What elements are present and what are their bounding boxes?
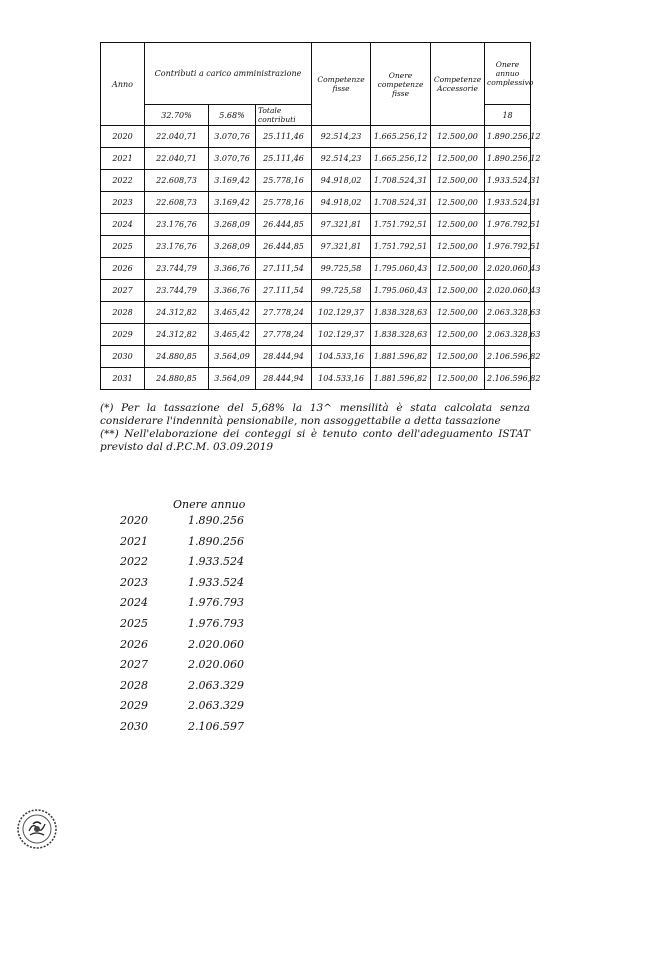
cell-onere-annuo: 1.933.524,31 bbox=[485, 192, 531, 214]
cell-contrib-5: 3.366,76 bbox=[209, 258, 256, 280]
table-row bbox=[101, 236, 531, 258]
header-pct-32: 32.70% bbox=[145, 105, 209, 126]
cell-competenze-accessorie: 12.500,00 bbox=[431, 346, 485, 368]
cell-competenze-fisse: 92.514,23 bbox=[312, 126, 371, 148]
list-value: 1.976.793 bbox=[188, 616, 244, 630]
list-item bbox=[120, 596, 320, 617]
cell-contrib-32: 23.176,76 bbox=[145, 236, 209, 258]
list-year: 2020 bbox=[120, 514, 148, 527]
cell-onere-annuo: 2.020.060,43 bbox=[485, 280, 531, 302]
cell-competenze-accessorie: 12.500,00 bbox=[431, 302, 485, 324]
cell-competenze-fisse: 94.918,02 bbox=[312, 192, 371, 214]
list-value: 2.063.329 bbox=[188, 678, 244, 692]
footnotes bbox=[100, 402, 530, 454]
cell-competenze-accessorie: 12.500,00 bbox=[431, 148, 485, 170]
cell-totale-contributi: 27.778,24 bbox=[256, 302, 312, 324]
cell-competenze-fisse: 99.725,58 bbox=[312, 280, 371, 302]
list-item bbox=[120, 679, 320, 700]
cell-onere-annuo: 2.106.596,82 bbox=[485, 368, 531, 390]
cell-onere-annuo: 1.933.524,31 bbox=[485, 170, 531, 192]
cell-competenze-accessorie: 12.500,00 bbox=[431, 170, 485, 192]
cell-onere-competenze-fisse: 1.881.596,82 bbox=[371, 368, 431, 390]
cell-onere-competenze-fisse: 1.838.328,63 bbox=[371, 302, 431, 324]
cell-onere-competenze-fisse: 1.795.060,43 bbox=[371, 258, 431, 280]
cell-onere-competenze-fisse: 1.665.256,12 bbox=[371, 126, 431, 148]
cell-contrib-32: 22.608,73 bbox=[145, 170, 209, 192]
header-competenze-accessorie: Competenze Accessorie bbox=[431, 43, 485, 126]
cell-competenze-fisse: 94.918,02 bbox=[312, 170, 371, 192]
cell-onere-annuo: 1.890.256,12 bbox=[485, 126, 531, 148]
cell-anno: 2026 bbox=[101, 258, 145, 280]
list-value: 1.933.524 bbox=[188, 555, 244, 569]
cell-onere-annuo: 2.063.328,63 bbox=[485, 302, 531, 324]
table-row bbox=[101, 280, 531, 302]
cell-contrib-32: 23.744,79 bbox=[145, 280, 209, 302]
cell-onere-competenze-fisse: 1.751.792,51 bbox=[371, 236, 431, 258]
cell-totale-contributi: 27.111,54 bbox=[256, 258, 312, 280]
cell-totale-contributi: 27.111,54 bbox=[256, 280, 312, 302]
table-row bbox=[101, 258, 531, 280]
cell-anno: 2021 bbox=[101, 148, 145, 170]
cell-competenze-accessorie: 12.500,00 bbox=[431, 236, 485, 258]
cell-contrib-5: 3.268,09 bbox=[209, 214, 256, 236]
table-row bbox=[101, 368, 531, 390]
cell-competenze-fisse: 92.514,23 bbox=[312, 148, 371, 170]
cell-totale-contributi: 25.111,46 bbox=[256, 148, 312, 170]
cell-anno: 2027 bbox=[101, 280, 145, 302]
list-year: 2021 bbox=[120, 534, 148, 548]
cell-onere-competenze-fisse: 1.881.596,82 bbox=[371, 346, 431, 368]
list-item bbox=[120, 720, 320, 741]
footnote-2: (**) Nell'elaborazione dei conteggi si è tenuto conto dell'adeguamento ISTAT previsto dal d.P.C.M. 03.09.2019 bbox=[100, 428, 530, 453]
cell-anno: 2029 bbox=[101, 324, 145, 346]
cell-totale-contributi: 25.111,46 bbox=[256, 126, 312, 148]
cell-contrib-32: 22.040,71 bbox=[145, 126, 209, 148]
official-seal-icon bbox=[16, 808, 58, 850]
table-row bbox=[101, 192, 531, 214]
list-item bbox=[120, 576, 320, 597]
table-row bbox=[101, 324, 531, 346]
cell-onere-annuo: 1.890.256,12 bbox=[485, 148, 531, 170]
cell-competenze-accessorie: 12.500,00 bbox=[431, 192, 485, 214]
cell-contrib-32: 24.312,82 bbox=[145, 302, 209, 324]
cell-competenze-fisse: 97.321,81 bbox=[312, 214, 371, 236]
list-item bbox=[120, 658, 320, 679]
cell-onere-annuo: 1.976.792,51 bbox=[485, 236, 531, 258]
table-row bbox=[101, 170, 531, 192]
cell-totale-contributi: 28.444,94 bbox=[256, 346, 312, 368]
cell-competenze-fisse: 97.321,81 bbox=[312, 236, 371, 258]
cell-onere-competenze-fisse: 1.751.792,51 bbox=[371, 214, 431, 236]
list-year: 2022 bbox=[120, 555, 148, 569]
list-item bbox=[120, 638, 320, 659]
list-value: 2.020.060 bbox=[188, 637, 244, 651]
list-year: 2024 bbox=[120, 596, 148, 610]
table-row bbox=[101, 346, 531, 368]
cell-contrib-32: 23.176,76 bbox=[145, 214, 209, 236]
list-year: 2029 bbox=[120, 699, 148, 713]
cell-totale-contributi: 26.444,85 bbox=[256, 236, 312, 258]
cell-contrib-32: 22.040,71 bbox=[145, 148, 209, 170]
cell-contrib-5: 3.070,76 bbox=[209, 126, 256, 148]
cell-anno: 2023 bbox=[101, 192, 145, 214]
cell-competenze-fisse: 102.129,37 bbox=[312, 324, 371, 346]
list-year: 2025 bbox=[120, 616, 148, 630]
cell-contrib-32: 24.880,85 bbox=[145, 368, 209, 390]
cell-anno: 2025 bbox=[101, 236, 145, 258]
cell-competenze-fisse: 104.533,16 bbox=[312, 346, 371, 368]
cell-onere-competenze-fisse: 1.665.256,12 bbox=[371, 148, 431, 170]
cell-contrib-5: 3.268,09 bbox=[209, 236, 256, 258]
cell-anno: 2024 bbox=[101, 214, 145, 236]
list-year: 2028 bbox=[120, 678, 148, 692]
cell-contrib-5: 3.169,42 bbox=[209, 192, 256, 214]
cell-competenze-fisse: 104.533,16 bbox=[312, 368, 371, 390]
cell-contrib-32: 24.312,82 bbox=[145, 324, 209, 346]
cell-anno: 2022 bbox=[101, 170, 145, 192]
cell-competenze-accessorie: 12.500,00 bbox=[431, 368, 485, 390]
footnote-1: (*) Per la tassazione del 5,68% la 13^ mensilità è stata calcolata senza considerare l'indennità pensionabile, non assoggettabile a detta tassazione bbox=[100, 402, 530, 427]
list-value: 1.890.256 bbox=[188, 534, 244, 548]
list-value: 2.063.329 bbox=[188, 699, 244, 713]
cell-anno: 2031 bbox=[101, 368, 145, 390]
table-row bbox=[101, 148, 531, 170]
cell-contrib-5: 3.465,42 bbox=[209, 324, 256, 346]
cell-onere-competenze-fisse: 1.708.524,31 bbox=[371, 170, 431, 192]
list-value: 1.933.524 bbox=[188, 575, 244, 589]
cell-totale-contributi: 27.778,24 bbox=[256, 324, 312, 346]
list-item bbox=[120, 699, 320, 720]
list-value: 1.890.256 bbox=[188, 514, 244, 527]
cell-onere-annuo: 2.106.596,82 bbox=[485, 346, 531, 368]
cell-contrib-32: 24.880,85 bbox=[145, 346, 209, 368]
list-value: 2.106.597 bbox=[188, 719, 244, 733]
cell-totale-contributi: 25.778,16 bbox=[256, 170, 312, 192]
header-competenze-fisse: Competenze fisse bbox=[312, 43, 371, 126]
cell-competenze-fisse: 102.129,37 bbox=[312, 302, 371, 324]
cell-anno: 2028 bbox=[101, 302, 145, 324]
cell-onere-competenze-fisse: 1.795.060,43 bbox=[371, 280, 431, 302]
cell-totale-contributi: 25.778,16 bbox=[256, 192, 312, 214]
cell-contrib-5: 3.169,42 bbox=[209, 170, 256, 192]
cell-competenze-accessorie: 12.500,00 bbox=[431, 280, 485, 302]
list-item bbox=[120, 514, 320, 535]
cell-contrib-32: 23.744,79 bbox=[145, 258, 209, 280]
onere-list-heading: Onere annuo bbox=[173, 498, 246, 511]
cell-contrib-5: 3.564,09 bbox=[209, 368, 256, 390]
cell-anno: 2030 bbox=[101, 346, 145, 368]
table-row bbox=[101, 126, 531, 148]
list-year: 2023 bbox=[120, 575, 148, 589]
cell-competenze-accessorie: 12.500,00 bbox=[431, 214, 485, 236]
table-row bbox=[101, 302, 531, 324]
header-anno: Anno bbox=[101, 43, 145, 126]
cell-competenze-accessorie: 12.500,00 bbox=[431, 324, 485, 346]
cell-totale-contributi: 28.444,94 bbox=[256, 368, 312, 390]
cell-onere-annuo: 2.020.060,43 bbox=[485, 258, 531, 280]
cell-contrib-5: 3.070,76 bbox=[209, 148, 256, 170]
cell-contrib-5: 3.465,42 bbox=[209, 302, 256, 324]
onere-list bbox=[120, 514, 320, 741]
header-pct-5: 5.68% bbox=[209, 105, 256, 126]
cell-competenze-fisse: 99.725,58 bbox=[312, 258, 371, 280]
list-item bbox=[120, 535, 320, 556]
list-value: 1.976.793 bbox=[188, 596, 244, 610]
header-onere-annuo-complessivo: Onere annuo complessivo bbox=[485, 43, 531, 105]
list-item bbox=[120, 617, 320, 638]
cell-onere-competenze-fisse: 1.708.524,31 bbox=[371, 192, 431, 214]
list-year: 2027 bbox=[120, 658, 148, 672]
cell-totale-contributi: 26.444,85 bbox=[256, 214, 312, 236]
table-body bbox=[101, 126, 541, 390]
cell-contrib-32: 22.608,73 bbox=[145, 192, 209, 214]
header-totale-contributi: Totale contributi bbox=[256, 105, 312, 126]
cell-competenze-accessorie: 12.500,00 bbox=[431, 126, 485, 148]
cell-onere-annuo: 2.063.328,63 bbox=[485, 324, 531, 346]
cell-contrib-5: 3.564,09 bbox=[209, 346, 256, 368]
cell-contrib-5: 3.366,76 bbox=[209, 280, 256, 302]
cell-anno: 2020 bbox=[101, 126, 145, 148]
header-contributi: Contributi a carico amministrazione bbox=[145, 43, 312, 105]
list-item bbox=[120, 555, 320, 576]
list-value: 2.020.060 bbox=[188, 658, 244, 672]
onere-table bbox=[100, 42, 541, 390]
cell-onere-competenze-fisse: 1.838.328,63 bbox=[371, 324, 431, 346]
list-year: 2030 bbox=[120, 719, 148, 733]
table-row bbox=[101, 214, 531, 236]
header-count: 18 bbox=[485, 105, 531, 126]
cell-competenze-accessorie: 12.500,00 bbox=[431, 258, 485, 280]
header-onere-competenze-fisse: Onere competenze fisse bbox=[371, 43, 431, 126]
cell-onere-annuo: 1.976.792,51 bbox=[485, 214, 531, 236]
list-year: 2026 bbox=[120, 637, 148, 651]
